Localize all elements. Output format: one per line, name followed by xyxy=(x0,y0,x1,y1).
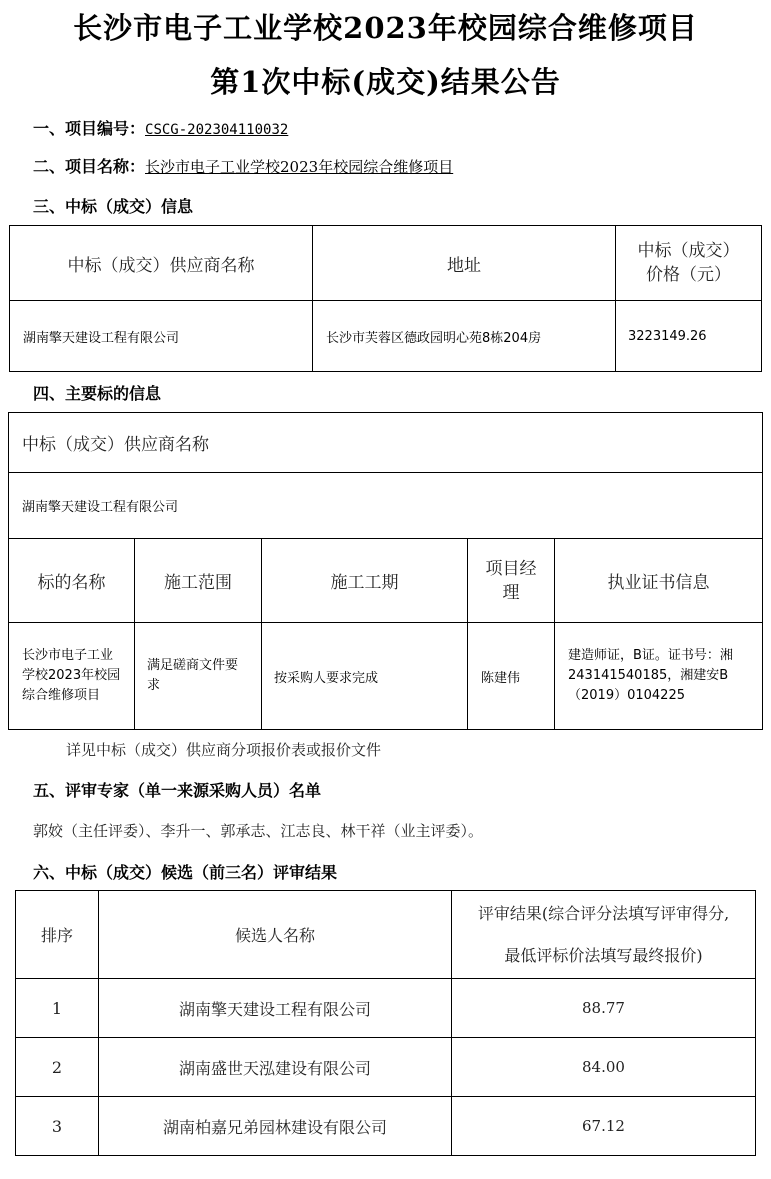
header-manager: 项目经理 xyxy=(468,539,555,623)
cell-score: 84.00 xyxy=(452,1038,756,1097)
table-row xyxy=(10,301,762,372)
header-result xyxy=(452,891,756,979)
header-scope: 施工范围 xyxy=(135,539,262,623)
cell-duration: 按采购人要求完成 xyxy=(262,623,468,730)
section4-heading: 四、主要标的信息 xyxy=(33,384,162,403)
project-name-row xyxy=(33,154,453,177)
cell-candidate-name: 湖南擎天建设工程有限公司 xyxy=(99,979,452,1038)
table-row xyxy=(16,979,756,1038)
cell-price: 3223149.26 xyxy=(616,301,762,372)
table-row xyxy=(16,1038,756,1097)
header-rank: 排序 xyxy=(16,891,99,979)
header-price-line2: 价格（元） xyxy=(646,265,731,285)
header-duration: 施工工期 xyxy=(262,539,468,623)
supplier-value: 湖南擎天建设工程有限公司 xyxy=(9,473,763,539)
project-number-label: 一、项目编号： xyxy=(33,119,146,138)
header-price-line1: 中标（成交） xyxy=(637,241,740,261)
supplier-header-row xyxy=(9,413,763,473)
winning-bid-table xyxy=(9,225,762,372)
header-price xyxy=(616,226,762,301)
header-supplier: 中标（成交）供应商名称 xyxy=(10,226,313,301)
header-result-line2: 最低评标价法填写最终报价) xyxy=(504,945,703,965)
section5-heading: 五、评审专家（单一来源采购人员）名单 xyxy=(33,781,322,800)
header-address: 地址 xyxy=(313,226,616,301)
page-title-line1: 长沙市电子工业学校2023年校园综合维修项目 xyxy=(73,11,698,45)
table-header-row xyxy=(10,226,762,301)
cell-score: 67.12 xyxy=(452,1097,756,1156)
main-item-table xyxy=(8,412,763,730)
project-name-value: 长沙市电子工业学校2023年校园综合维修项目 xyxy=(145,158,454,176)
cell-candidate-name: 湖南盛世天泓建设有限公司 xyxy=(99,1038,452,1097)
project-name-label: 二、项目名称： xyxy=(33,157,146,176)
cell-manager: 陈建伟 xyxy=(468,623,555,730)
project-number-row xyxy=(33,116,288,139)
cell-item-name: 长沙市电子工业学校2023年校园综合维修项目 xyxy=(9,623,135,730)
page-title-line2: 第1次中标(成交)结果公告 xyxy=(210,65,561,99)
section3-heading: 三、中标（成交）信息 xyxy=(33,197,194,216)
table-row xyxy=(16,1097,756,1156)
item-header-row xyxy=(9,539,763,623)
header-result-line1: 评审结果(综合评分法填写评审得分, xyxy=(477,903,730,923)
cell-rank: 1 xyxy=(16,979,99,1038)
expert-list: 郭姣（主任评委）、李升一、郭承志、江志良、林干祥（业主评委）。 xyxy=(33,822,484,840)
header-certificate: 执业证书信息 xyxy=(555,539,763,623)
cell-rank: 3 xyxy=(16,1097,99,1156)
candidate-results-table xyxy=(15,890,756,1156)
header-item-name: 标的名称 xyxy=(9,539,135,623)
header-candidate-name: 候选人名称 xyxy=(99,891,452,979)
cell-supplier: 湖南擎天建设工程有限公司 xyxy=(10,301,313,372)
quote-note: 详见中标（成交）供应商分项报价表或报价文件 xyxy=(66,741,382,759)
cell-candidate-name: 湖南柏嘉兄弟园林建设有限公司 xyxy=(99,1097,452,1156)
table-header-row xyxy=(16,891,756,979)
cell-scope: 满足磋商文件要求 xyxy=(135,623,262,730)
table-row xyxy=(9,623,763,730)
cell-address: 长沙市芙蓉区德政园明心苑8栋204房 xyxy=(313,301,616,372)
cell-score: 88.77 xyxy=(452,979,756,1038)
cell-certificate: 建造师证，B证。证书号：湘243141540185，湘建安B（2019）0104225 xyxy=(555,623,763,730)
section6-heading: 六、中标（成交）候选（前三名）评审结果 xyxy=(33,863,338,882)
project-number-value: CSCG-202304110032 xyxy=(145,122,289,138)
supplier-value-row xyxy=(9,473,763,539)
cell-rank: 2 xyxy=(16,1038,99,1097)
supplier-header: 中标（成交）供应商名称 xyxy=(9,413,763,473)
